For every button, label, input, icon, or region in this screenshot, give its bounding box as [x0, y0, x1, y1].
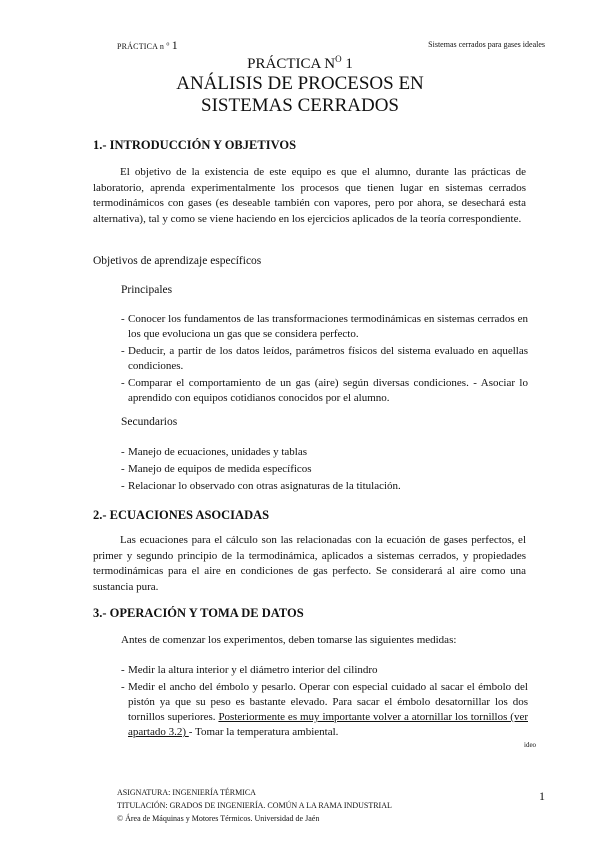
page-footer: [117, 786, 392, 825]
page-title: ANÁLISIS DE PROCESOS EN SISTEMAS CERRADOS: [176, 73, 424, 116]
stray-text: ideo: [524, 741, 537, 749]
principal-label: Principales: [121, 284, 173, 296]
underlined-note: Posteriormente es muy importante volver a atornillar los tornillos (ver apartado 3.2): [128, 711, 528, 738]
item-text: Medir el ancho del émbolo y pesarlo. Operar con especial cuidado al sacar el émbolo del pistón ya que su peso es bastante elevado. Para sacar el émbolo desatornillar los dos tornillos superiores.: [128, 681, 528, 723]
list-item: - Relacionar lo observado con otras asignaturas de la titulación.: [121, 479, 528, 494]
practice-number-title: [0, 54, 600, 73]
running-header-right: Sistemas cerrados para gases ideales: [428, 40, 545, 49]
header-practice-label: PRÁCTICA n: [117, 42, 165, 51]
list-item: - Comparar el comportamiento de un gas (aire) según diversas condiciones. - Asociar lo aprendido con equipos cotidianos conocidos por el alumno.: [121, 376, 528, 406]
title-number: 1: [341, 56, 353, 72]
list-item: - Medir la altura interior y el diámetro interior del cilindro: [121, 663, 528, 678]
section-3-intro: Antes de comenzar los experimentos, deben tomarse las siguientes medidas:: [121, 634, 457, 646]
footer-subject: ASIGNATURA: INGENIERÍA TÉRMICA: [117, 788, 256, 797]
footer-copyright: © Área de Máquinas y Motores Térmicos. Universidad de Jaén: [117, 814, 320, 823]
running-header-left: [117, 38, 178, 53]
list-item: - Conocer los fundamentos de las transformaciones termodinámicas en sistemas cerrados en los que evoluciona un gas que se considera perfecto.: [121, 312, 528, 342]
section-2-heading: 2.- ECUACIONES ASOCIADAS: [93, 508, 270, 522]
list-item: - Deducir, a partir de los datos leídos, parámetros físicos del sistema evaluado en aquellas condiciones.: [121, 344, 528, 374]
measurement-list: [121, 663, 528, 742]
section-2-paragraph: Las ecuaciones para el cálculo son las relacionadas con la ecuación de gases perfectos, el primer y segundo principio de la termodinámica, aplicados a sistemas cerrados, y propiedades termodinámicas para el aire en condiciones de gas perfecto. Se considerará al aire como una sustancia pura.: [93, 534, 526, 593]
section-3-heading: 3.- OPERACIÓN Y TOMA DE DATOS: [93, 606, 304, 620]
section-1-paragraph: El objetivo de la existencia de este equipo es que el alumno, durante las prácticas de laboratorio, aprenda experimentalmente los procesos que tienen lugar en sistemas cerrados termodinámicos con gases (es deseable también con vapores, pero por ahora, se desechará esta alternativa), tal y como se viene haciendo en los ejercicios aplicados de la teoría correspondiente.: [93, 166, 526, 225]
item-text-tail: - Tomar la temperatura ambiental.: [188, 726, 339, 738]
footer-degree: TITULACIÓN: GRADOS DE INGENIERÍA. COMÚN A LA RAMA INDUSTRIAL: [117, 801, 392, 810]
title-prefix: PRÁCTICA N: [247, 56, 336, 72]
header-ordinal: o: [166, 41, 170, 48]
list-item: [121, 680, 528, 740]
secondary-objectives-list: [121, 445, 528, 496]
page-number: 1: [539, 789, 545, 803]
list-item: - Manejo de ecuaciones, unidades y tablas: [121, 445, 528, 460]
section-1-heading: 1.- INTRODUCCIÓN Y OBJETIVOS: [93, 138, 297, 152]
list-item: - Manejo de equipos de medida específicos: [121, 462, 528, 477]
secondary-label: Secundarios: [121, 416, 178, 428]
principal-objectives-list: [121, 312, 528, 408]
objectives-label: Objetivos de aprendizaje específicos: [93, 255, 262, 267]
title-ordinal: O: [335, 54, 342, 64]
header-practice-number: 1: [171, 38, 178, 52]
